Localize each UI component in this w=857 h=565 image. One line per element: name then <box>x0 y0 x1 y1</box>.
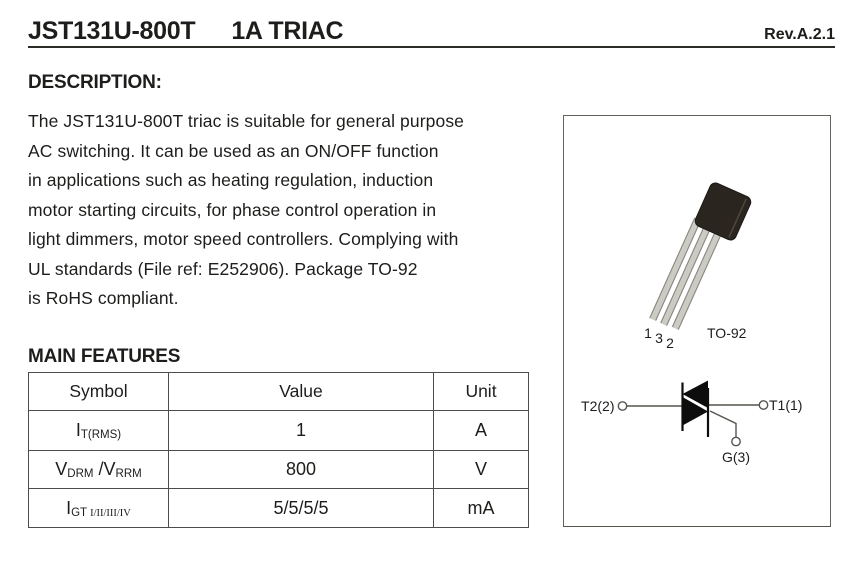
description-paragraph <box>28 107 543 314</box>
column-header-value: Value <box>169 373 434 411</box>
table-row <box>29 489 529 528</box>
pin-label-3: 3 <box>655 330 663 346</box>
symbol-sub-gt: GT <box>71 506 91 519</box>
package-and-symbol-panel <box>563 115 831 527</box>
gate-wire <box>710 411 736 437</box>
t1-terminal-circle <box>759 401 767 409</box>
page-title: 1A TRIAC <box>231 17 344 45</box>
symbol-main: I <box>75 420 81 440</box>
symbol-main: /V <box>93 459 116 479</box>
main-features-table <box>28 372 529 528</box>
description-line: The JST131U-800T triac is suitable for general purpose <box>28 111 464 131</box>
gate-label: G(3) <box>722 449 750 465</box>
description-heading: DESCRIPTION: <box>28 72 162 93</box>
revision-label: Rev.A.2.1 <box>764 26 835 43</box>
symbol-subscript: RRM <box>115 468 142 480</box>
symbol-sub-quadrants: I/II/III/IV <box>90 507 131 519</box>
value-cell: 1 <box>169 411 434 451</box>
t2-terminal-circle <box>618 402 626 410</box>
symbol-cell <box>29 489 169 528</box>
symbol-subscript: T(RMS) <box>80 429 122 441</box>
part-number: JST131U-800T <box>28 17 196 45</box>
t1-label: T1(1) <box>769 397 803 413</box>
description-line: UL standards (File ref: E252906). Package TO-92 <box>28 258 418 279</box>
symbol-cell <box>29 451 169 489</box>
symbol-cell <box>29 411 169 451</box>
main-features-heading: MAIN FEATURES <box>28 346 181 367</box>
diagram-svg <box>564 116 829 525</box>
t2-label: T2(2) <box>581 398 615 414</box>
unit-cell: A <box>434 411 529 451</box>
table-header-row <box>29 373 529 411</box>
symbol-subscript: DRM <box>67 468 94 480</box>
unit-cell: V <box>434 451 529 489</box>
header <box>28 17 835 46</box>
table-row <box>29 411 529 451</box>
description-line: in applications such as heating regulation, induction <box>28 170 434 190</box>
unit-cell: mA <box>434 489 529 528</box>
symbol-subscript <box>71 507 131 519</box>
triac-schematic-symbol <box>581 381 802 466</box>
symbol-main: I <box>66 497 72 518</box>
pin-label-1: 1 <box>644 325 652 341</box>
table-row <box>29 451 529 489</box>
description-line: light dimmers, motor speed controllers. Complying with <box>28 229 459 249</box>
value-cell: 800 <box>169 451 434 489</box>
column-header-unit: Unit <box>434 373 529 411</box>
column-header-symbol: Symbol <box>29 373 169 411</box>
header-divider <box>28 46 835 48</box>
symbol-main: V <box>55 459 68 479</box>
gate-terminal-circle <box>732 437 740 445</box>
pin-label-2: 2 <box>666 335 674 351</box>
package-name-label: TO-92 <box>707 325 747 341</box>
description-line: AC switching. It can be used as an ON/OFF function <box>28 140 439 161</box>
value-cell: 5/5/5/5 <box>169 489 434 528</box>
description-line: motor starting circuits, for phase control operation in <box>28 199 437 220</box>
description-line: is RoHS compliant. <box>28 288 179 308</box>
to92-package-drawing <box>644 181 753 351</box>
